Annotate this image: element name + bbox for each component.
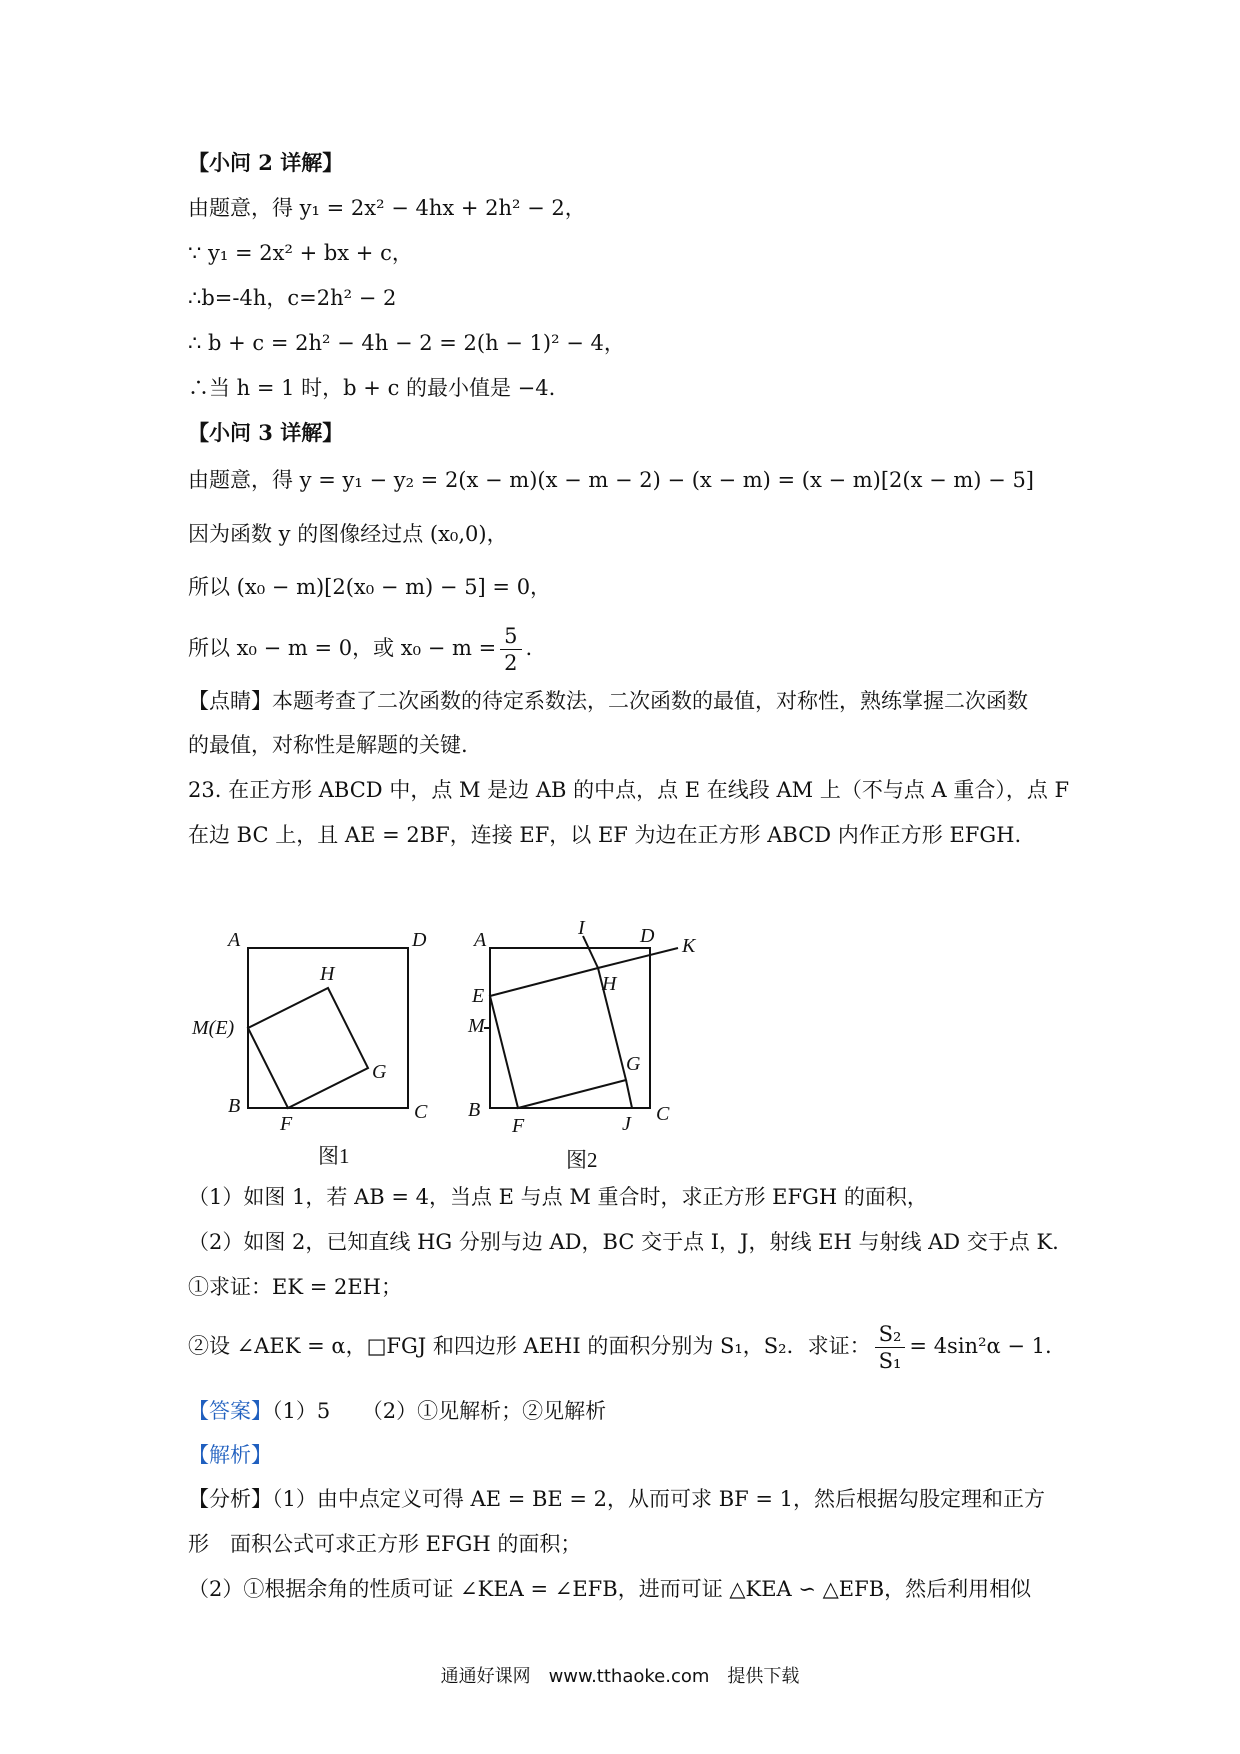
numerator: S₂ <box>875 1321 906 1348</box>
text-line: 的最值，对称性是解题的关键. <box>188 733 468 757</box>
text-segment: 所以 x₀ − m = 0，或 x₀ − m = <box>188 636 497 660</box>
subquestion-3-heading: 【小问 3 详解】 <box>188 420 344 445</box>
text-line: （2）①根据余角的性质可证 ∠KEA = ∠EFB，进而可证 △KEA ∽ △EFB，然后利用相似 <box>188 1577 1032 1601</box>
text-line: 在边 BC 上，且 AE = 2BF，连接 EF，以 EF 为边在正方形 ABCD 内作正方形 EFGH. <box>188 823 1022 847</box>
text-line: 所以 (x₀ − m)[2(x₀ − m) − 5] = 0， <box>188 575 552 599</box>
label-c: C <box>656 1103 670 1125</box>
figure-1-caption: 图1 <box>318 1144 350 1168</box>
page-footer: 通通好课网 www.tthaoke.com 提供下载 <box>440 1666 800 1687</box>
answer-text: （1）5 （2）①见解析；②见解析 <box>272 1399 607 1423</box>
subquestion-2-heading: 【小问 2 详解】 <box>188 150 344 175</box>
text-line: ①求证：EK = 2EH； <box>188 1275 402 1299</box>
text-line: 【分析】（1）由中点定义可得 AE = BE = 2，从而可求 BF = 1，然后根据勾股定理和正方 <box>188 1487 1046 1511</box>
label-h: H <box>320 963 335 985</box>
denominator: 2 <box>504 651 518 675</box>
label-g: G <box>372 1061 387 1083</box>
text-line-with-fraction: 所以 x₀ − m = 0，或 x₀ − m = $\frac{5}{2}$ . <box>188 624 533 675</box>
problem-23-statement: 23. 在正方形 ABCD 中，点 M 是边 AB 的中点，点 E 在线段 AM 上（不与点 A 重合），点 F <box>188 778 1070 802</box>
label-f: F <box>280 1113 293 1135</box>
label-c: C <box>414 1101 428 1123</box>
label-d: D <box>640 925 655 947</box>
label-e: E <box>472 985 485 1007</box>
denominator: S₁ <box>878 1349 902 1373</box>
analysis-heading: 【解析】 <box>188 1443 272 1467</box>
line-hg-to-i <box>583 936 598 968</box>
label-b: B <box>468 1099 481 1121</box>
text-line: 由题意，得 y₁ = 2x² − 4hx + 2h² − 2， <box>188 196 586 220</box>
text-line: 【点睛】本题考查了二次函数的待定系数法，二次函数的最值，对称性，熟练掌握二次函数 <box>188 689 1028 713</box>
label-m-e: M(E) <box>192 1017 235 1039</box>
label-f: F <box>512 1115 525 1137</box>
text-line: ∴b=-4h，c=2h² − 2 <box>188 286 397 310</box>
text-line: 因为函数 y 的图像经过点 (x₀,0)， <box>188 522 508 546</box>
text-segment: ②设 ∠AEK = α，□FGJ 和四边形 AEHI 的面积分别为 S₁，S₂．求证： <box>188 1334 871 1358</box>
ray-eh-extension <box>598 948 678 968</box>
label-h: H <box>602 973 617 995</box>
figure-2-caption: 图2 <box>566 1148 598 1172</box>
figure-2-diagram <box>460 920 720 1170</box>
square-efgh <box>248 988 368 1108</box>
answer-heading: 【答案】 <box>188 1399 272 1423</box>
text-line: 由题意，得 y = y₁ − y₂ = 2(x − m)(x − m − 2) − (x − m) = (x − m)[2(x − m) − 5] <box>188 468 1034 492</box>
text-line: 形 面积公式可求正方形 EFGH 的面积； <box>188 1532 582 1556</box>
label-b: B <box>228 1095 241 1117</box>
line-g-to-j <box>626 1080 632 1108</box>
label-k: K <box>682 935 696 957</box>
fraction <box>500 623 521 676</box>
text-line-with-fraction <box>188 1316 1090 1376</box>
numerator: 5 <box>500 623 521 650</box>
text-segment: = 4sin²α − 1. <box>909 1334 1052 1358</box>
label-a: A <box>474 929 487 951</box>
label-m: M <box>468 1015 485 1037</box>
text-line: ∴当 h = 1 时，b + c 的最小值是 −4. <box>188 376 556 400</box>
text-line: （2）如图 2，已知直线 HG 分别与边 AD，BC 交于点 I，J，射线 EH 与射线 AD 交于点 K. <box>188 1230 1059 1254</box>
label-j: J <box>622 1113 631 1135</box>
figure-2 <box>460 920 720 1174</box>
answer-line <box>188 1396 1090 1426</box>
text-line: ∴ b + c = 2h² − 4h − 2 = 2(h − 1)² − 4， <box>188 331 625 355</box>
label-g: G <box>626 1053 641 1075</box>
figure-1-diagram <box>190 920 440 1170</box>
label-i: I <box>578 920 585 939</box>
label-d: D <box>412 929 427 951</box>
figure-1 <box>190 920 440 1174</box>
fraction <box>875 1321 906 1374</box>
text-line: （1）如图 1，若 AB = 4，当点 E 与点 M 重合时，求正方形 EFGH 的面积， <box>188 1185 928 1209</box>
label-a: A <box>228 929 241 951</box>
text-line: ∵ y₁ = 2x² + bx + c， <box>188 241 413 265</box>
